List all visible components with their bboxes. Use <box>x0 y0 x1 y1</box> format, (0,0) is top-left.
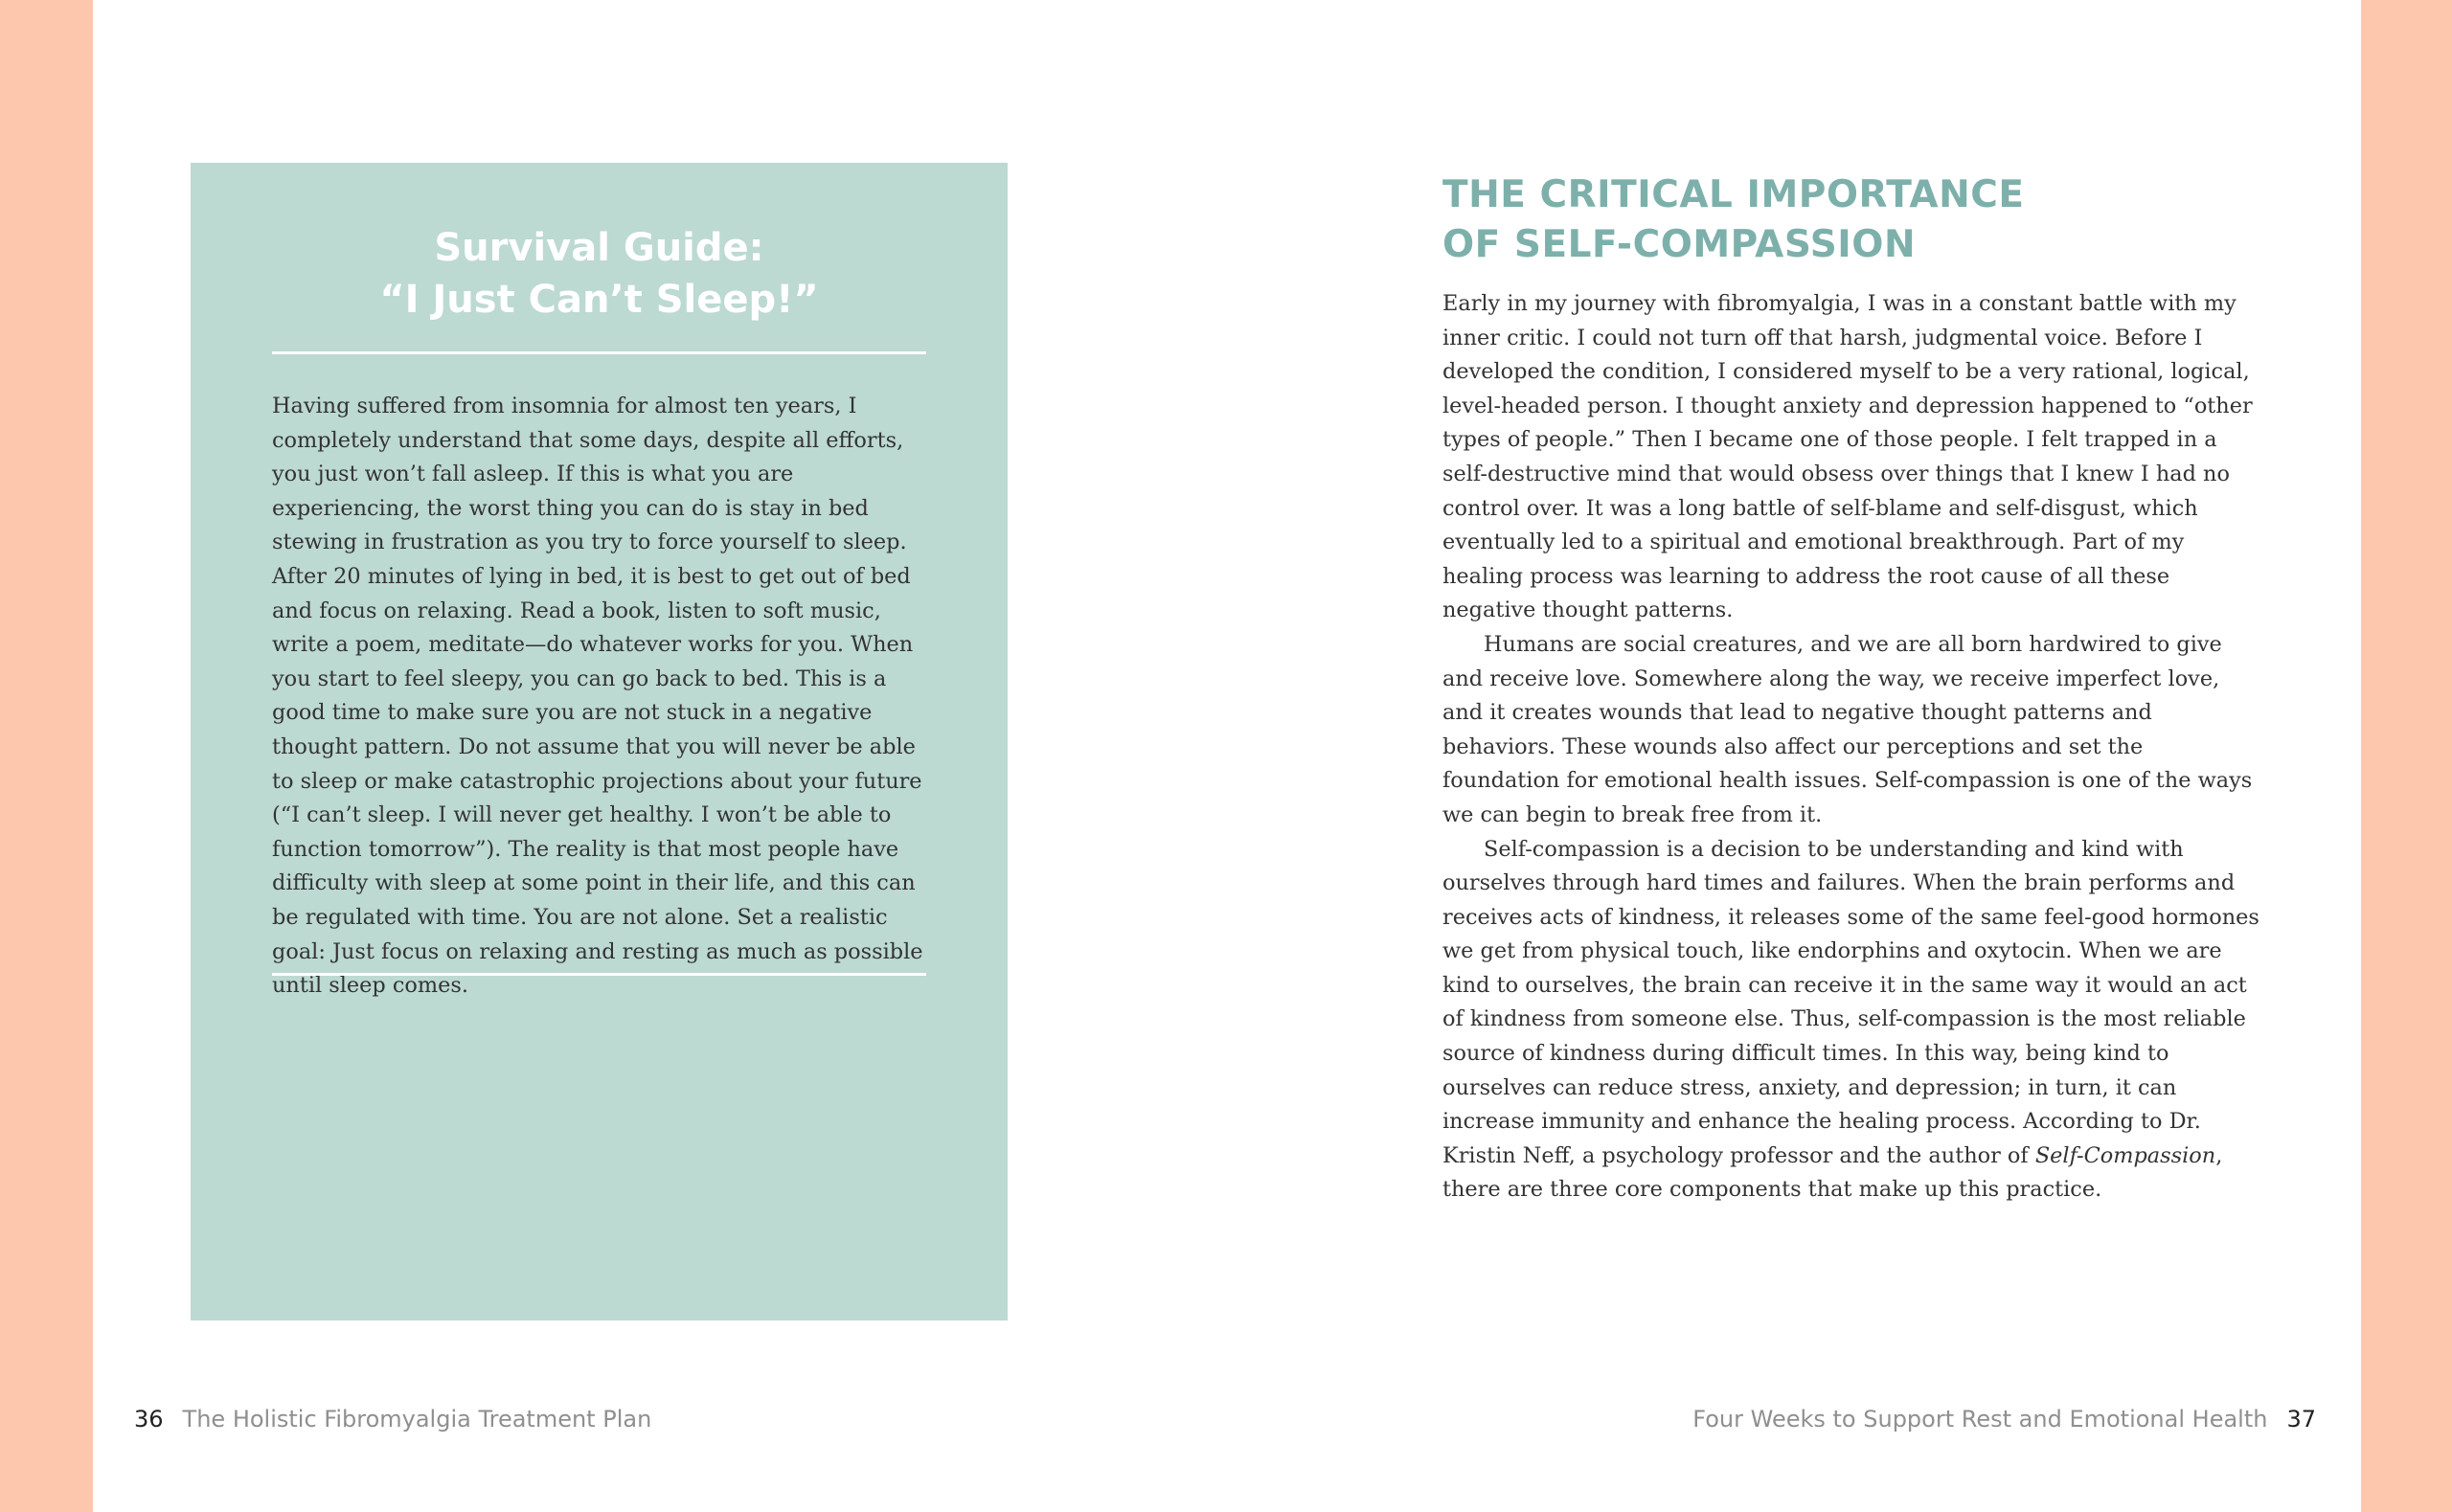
sidebar-title-line-1: Survival Guide: <box>434 226 764 270</box>
left-page-footer <box>134 1402 651 1436</box>
left-page-number: 36 <box>134 1406 164 1433</box>
left-running-title: The Holistic Fibromyalgia Treatment Plan <box>182 1406 652 1433</box>
book-title: Self-Compassion <box>2034 1142 2216 1168</box>
paragraph-3-text-start: Self-compassion is a decision to be understanding and kind with ourselves through hard times and failures. When the brain performs and receives acts of kindness, it releases some of the same feel-good hormones we get from physical touch, like endorphins and oxytocin. When we are kind to ourselves, the brain can receive it in the same way it would an act of kindness from someone else. Thus, self-compassion is the most reliable source of kindness during difficult times. In this way, being kind to ourselves can reduce stress, anxiety, and depression; in turn, it can increase immunity and enhance the healing process. According to Dr. Kristin Neff, a psychology professor and the author of <box>1442 836 2259 1168</box>
page-edge-left <box>0 0 93 1512</box>
sidebar-top-rule <box>272 351 926 354</box>
paragraph-3-text-end: , there are three core components that make up this practice. <box>1442 1142 2223 1203</box>
page-edge-right <box>2361 0 2452 1512</box>
section-heading-line-2: OF SELF-COMPASSION <box>1442 223 1917 266</box>
sidebar-body-text: Having suffered from insomnia for almost ten years, I completely understand that some days, despite all efforts, you just won’t fall asleep. If this is what you are experiencing, the worst thing you can do is stay in bed stewing in frustration as you try to force yourself to sleep. After 20 minutes of lying in bed, it is best to get out of bed and focus on relaxing. Read a book, listen to soft music, write a poem, meditate—do whatever works for you. When you start to feel sleepy, you can go back to bed. This is a good time to make sure you are not stuck in a negative thought pattern. Do not assume that you will never be able to sleep or make catastrophic projections about your future (“I can’t sleep. I will never get healthy. I won’t be able to function tomorrow”). The reality is that most people have difficulty with sleep at some point in their life, and this can be regulated with time. You are not alone. Set a realistic goal: Just focus on relaxing and resting as much as possible until sleep comes. <box>272 394 923 999</box>
right-page-footer <box>1692 1402 2316 1436</box>
right-running-title: Four Weeks to Support Rest and Emotional Health <box>1692 1406 2268 1433</box>
survival-guide-sidebar <box>191 163 1008 1320</box>
sidebar-bottom-rule <box>272 973 926 976</box>
article-body <box>1442 287 2266 1207</box>
sidebar-title-line-2: “I Just Can’t Sleep!” <box>379 278 819 322</box>
section-heading-line-1: THE CRITICAL IMPORTANCE <box>1442 173 2025 216</box>
article-paragraph-3 <box>1442 833 2266 1208</box>
sidebar-title <box>191 222 1008 326</box>
article-paragraph-1: Early in my journey with fibromyalgia, I was in a constant battle with my inner critic. I could not turn off that harsh, judgmental voice. Before I developed the condition, I considered myself to be a very rational, logical, level-headed person. I thought anxiety and depression happened to “other types of people.” Then I became one of those people. I felt trapped in a self-destructive mind that would obsess over things that I knew I had no control over. It was a long battle of self-blame and self-disgust, which eventually led to a spiritual and emotional breakthrough. Part of my healing process was learning to address the root cause of all these negative thought patterns. <box>1442 291 2253 623</box>
right-page-number: 37 <box>2286 1406 2316 1433</box>
article-paragraph-2: Humans are social creatures, and we are all born hardwired to give and receive love. Somewhere along the way, we receive imperfect love, and it creates wounds that lead to negative thought patterns and behaviors. These wounds also affect our perceptions and set the foundation for emotional health issues. Self-compassion is one of the ways we can begin to break free from it. <box>1442 631 2253 827</box>
section-heading <box>1442 170 2209 270</box>
